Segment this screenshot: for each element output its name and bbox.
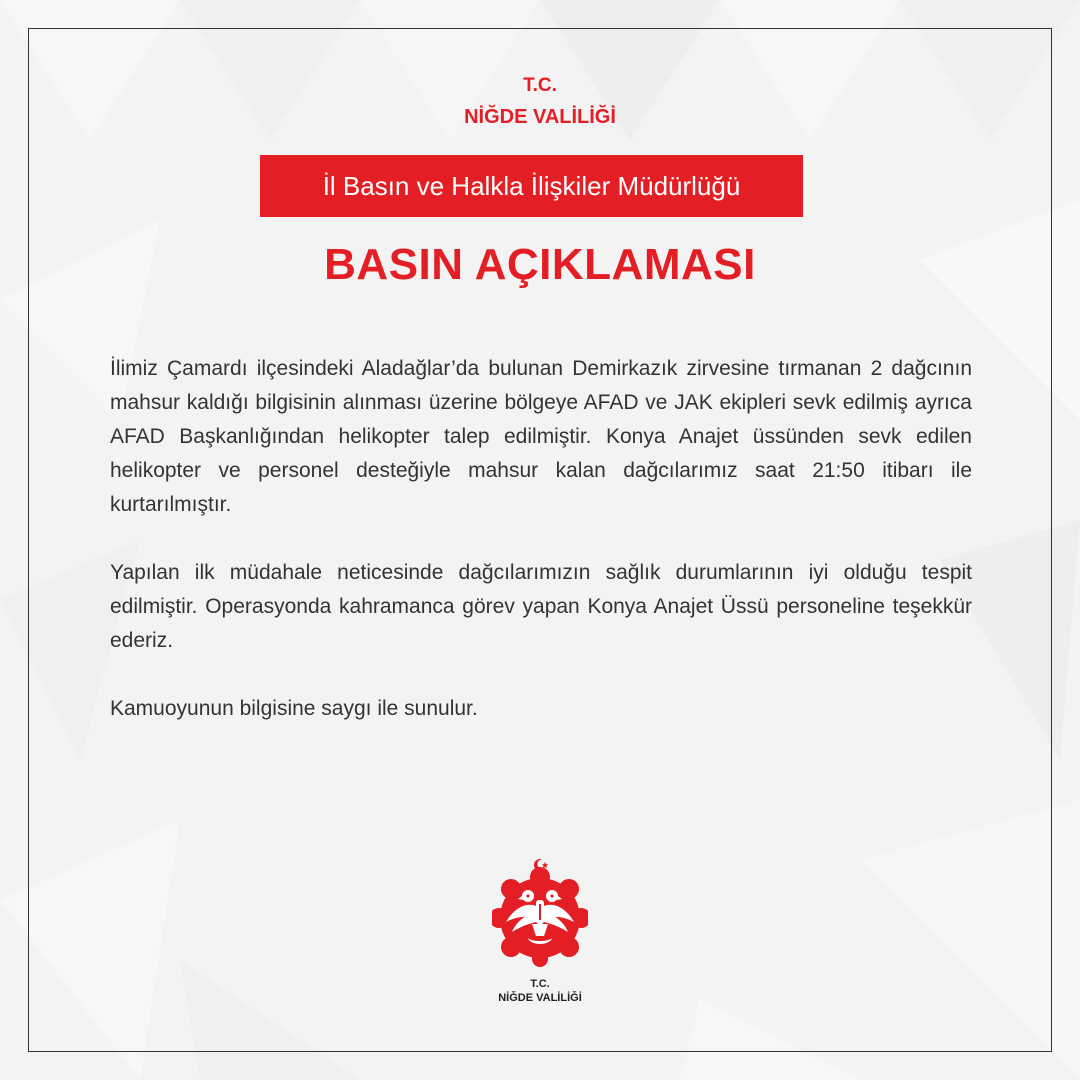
department-banner: İl Basın ve Halkla İlişkiler Müdürlüğü [260, 155, 803, 217]
footer-org-line1: T.C. [530, 978, 550, 990]
footer-org-line2: NİĞDE VALİLİĞİ [498, 992, 582, 1004]
paragraph: Kamuoyunun bilgisine saygı ile sunulur. [110, 697, 478, 720]
paragraph: Yapılan ilk müdahale neticesinde dağcılarımızın sağlık durumlarının iyi olduğu tespit edilmiştir. Operasyonda kahramanca görev yapan Konya Anajet Üssü personeline teşekkür ederiz. [110, 561, 972, 652]
statement-body [110, 352, 972, 760]
paragraph: İlimiz Çamardı ilçesindeki Aladağlar’da bulunan Demirkazık zirvesine tırmanan 2 dağcının mahsur kaldığı bilgisinin alınması üzerine bölgeye AFAD ve JAK ekipleri sevk edilmiş ayrıca AFAD Başkanlığından helikopter talep edilmiştir. Konya Anajet üssünden sevk edilen helikopter ve personel desteğiyle mahsur kalan dağcılarımız saat 21:50 itibarı ile kurtarılmıştır. [110, 357, 972, 516]
nigde-governorship-emblem-icon [492, 856, 588, 968]
document-title: BASIN AÇIKLAMASI [324, 240, 756, 289]
header-org-line1: T.C. [523, 75, 557, 96]
header-org-line2: NİĞDE VALİLİĞİ [464, 106, 616, 128]
